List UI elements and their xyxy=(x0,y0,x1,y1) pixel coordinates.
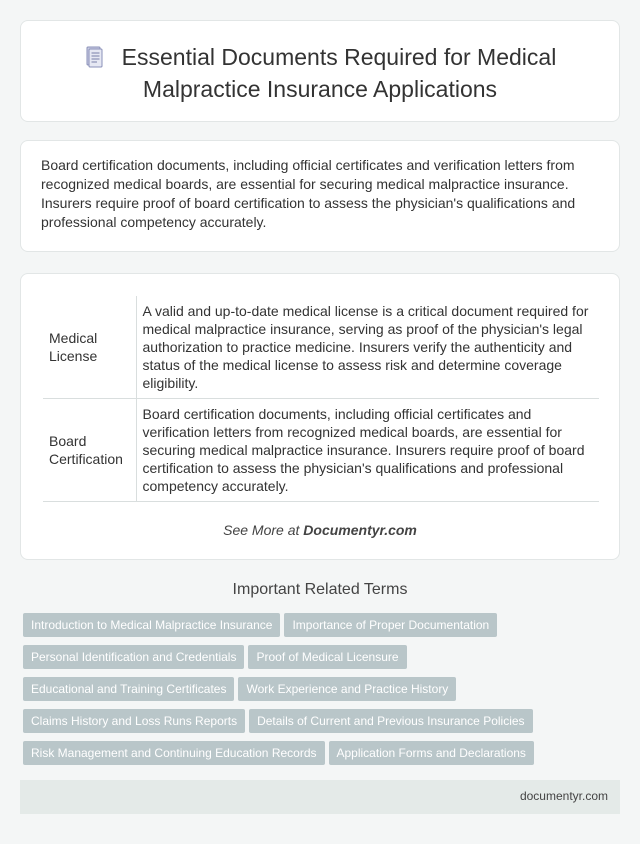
tag-row xyxy=(23,741,623,773)
related-term-tag[interactable]: Importance of Proper Documentation xyxy=(284,613,497,637)
related-term-tag[interactable]: Proof of Medical Licensure xyxy=(248,645,406,669)
table-row xyxy=(43,399,599,502)
related-term-tag[interactable]: Risk Management and Continuing Education Records xyxy=(23,741,325,765)
table-row xyxy=(43,296,599,399)
footer-site[interactable]: documentyr.com xyxy=(519,789,608,803)
title-line-1: Essential Documents Required for Medical xyxy=(121,44,557,70)
tag-row xyxy=(23,677,623,709)
tag-row xyxy=(23,613,623,645)
related-term-tag[interactable]: Work Experience and Practice History xyxy=(238,677,456,701)
row-label: Medical License xyxy=(43,296,136,399)
row-description: Board certification documents, including official certificates and verification letters from recognized medical boards, are essential for securing medical malpractice insurance. Insurers require proof of board certification to assess the physician's qualifications and professional competency accurately. xyxy=(136,399,599,502)
related-terms-heading: Important Related Terms xyxy=(232,581,408,598)
tag-row xyxy=(23,709,623,741)
footer xyxy=(20,780,620,814)
related-term-tag[interactable]: Introduction to Medical Malpractice Insurance xyxy=(23,613,280,637)
title-card xyxy=(20,20,620,122)
related-term-tag[interactable]: Personal Identification and Credentials xyxy=(23,645,244,669)
related-term-tag[interactable]: Educational and Training Certificates xyxy=(23,677,234,701)
row-label: Board Certification xyxy=(43,399,136,502)
related-terms-tags xyxy=(23,613,623,773)
page-title xyxy=(21,43,619,104)
related-term-tag[interactable]: Details of Current and Previous Insurance Policies xyxy=(249,709,532,733)
title-line-2: Malpractice Insurance Applications xyxy=(142,76,498,102)
documents-table-card xyxy=(20,273,620,560)
document-icon xyxy=(84,46,104,75)
row-description: A valid and up-to-date medical license is a critical document required for medical malpractice insurance, serving as proof of the physician's legal authorization to practice medicine. Insurers verify the authenticity and status of the medical license to assess risk and determine coverage eligibility. xyxy=(136,296,599,399)
documents-table xyxy=(43,296,599,502)
related-term-tag[interactable]: Claims History and Loss Runs Reports xyxy=(23,709,245,733)
see-more-prefix: See More at xyxy=(223,522,304,538)
see-more-link[interactable] xyxy=(21,522,619,538)
related-term-tag[interactable]: Application Forms and Declarations xyxy=(329,741,534,765)
summary-text: Board certification documents, including official certificates and verification letters from recognized medical boards, are essential for securing medical malpractice insurance. Insurers require proof of board certification to assess the physician's qualifications and professional competency accurately. xyxy=(41,157,576,230)
summary-card xyxy=(20,140,620,252)
tag-row xyxy=(23,645,623,677)
see-more-site: Documentyr.com xyxy=(303,522,417,538)
